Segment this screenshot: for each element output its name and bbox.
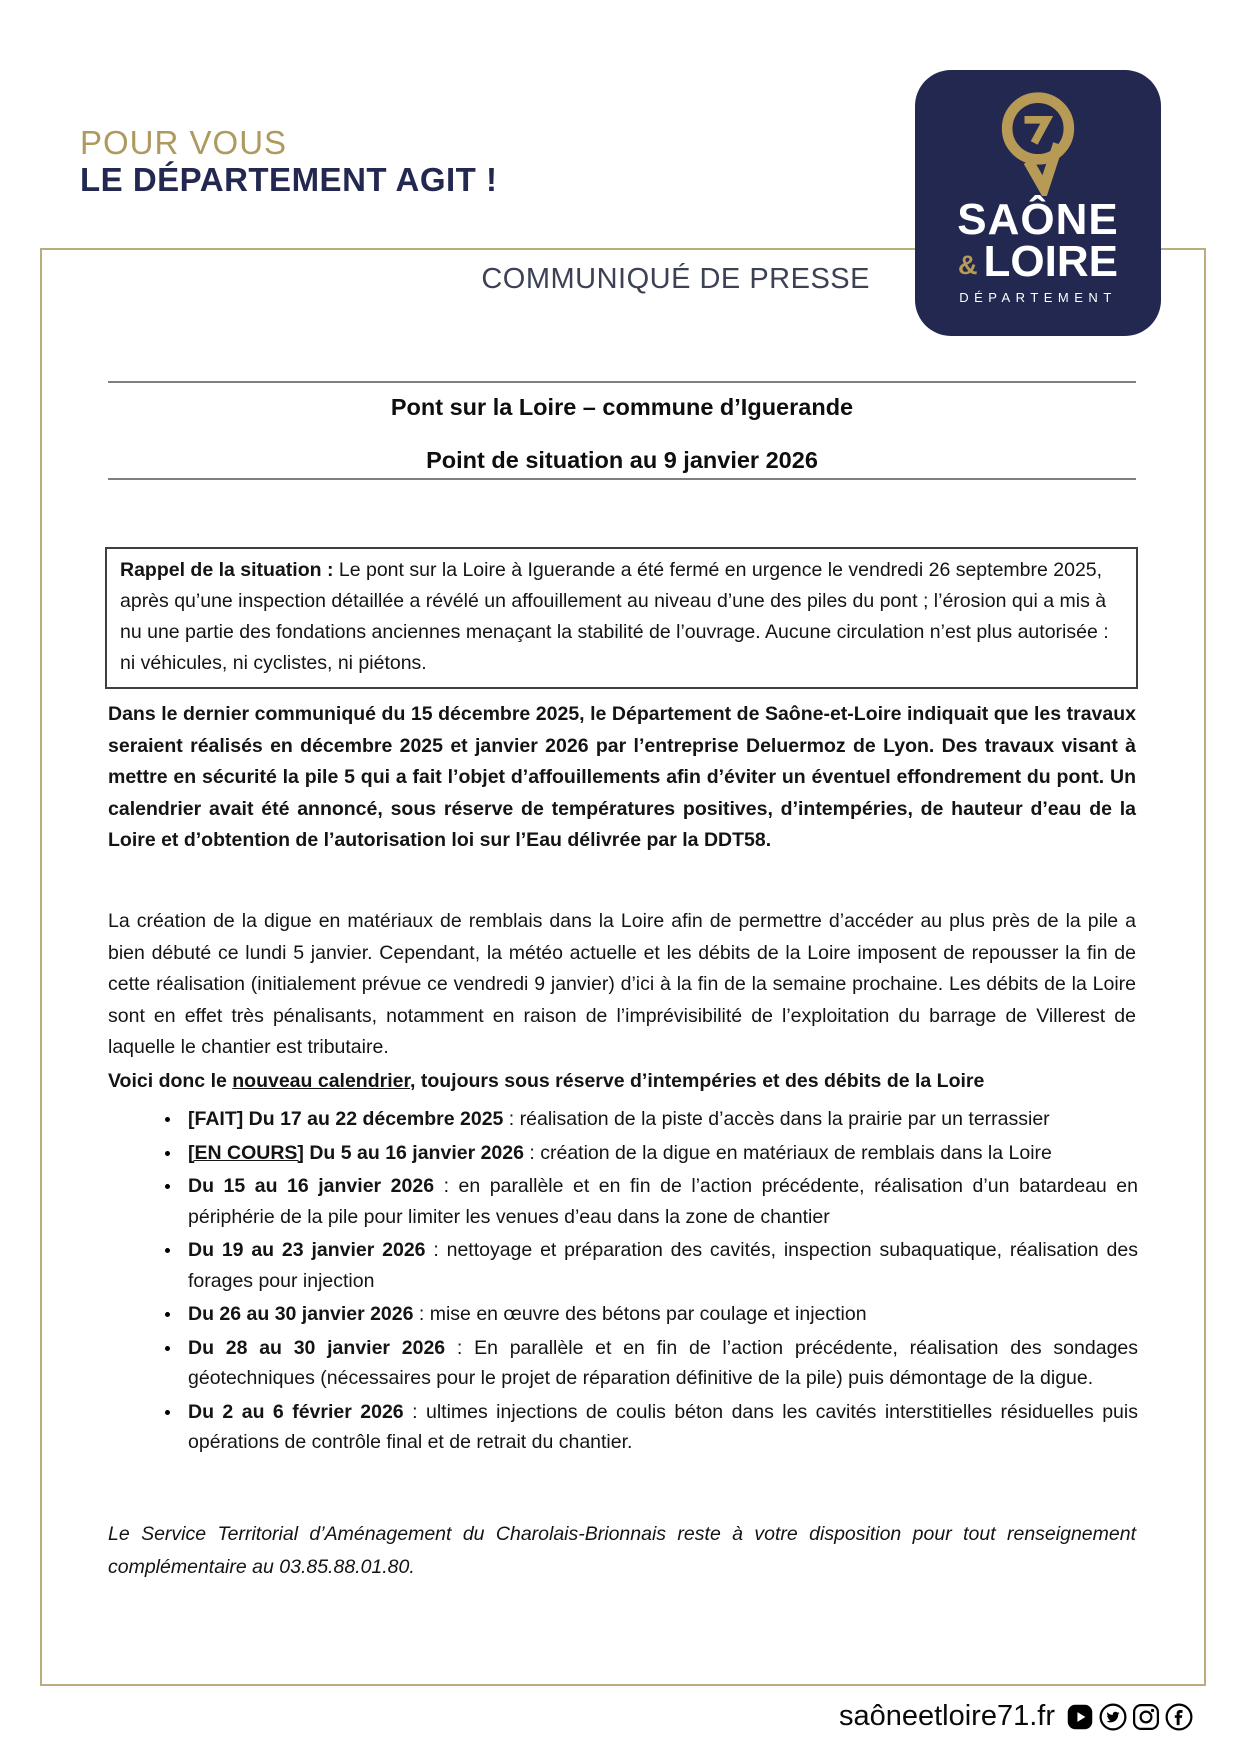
logo-subtitle: DÉPARTEMENT <box>959 290 1117 305</box>
calendar-item <box>182 1333 1138 1394</box>
situation-recap-box <box>105 547 1138 689</box>
calendar-item-text: création de la digue en matériaux de remblais dans la Loire <box>540 1141 1052 1164</box>
calendar-item-separator: : <box>413 1303 430 1325</box>
calendar-item-date: Du 2 au 6 février 2026 <box>188 1400 404 1423</box>
calendar-intro-underlined: nouveau calendrier <box>232 1070 410 1092</box>
calendar-item-date: Du 5 au 16 janvier 2026 <box>303 1141 524 1164</box>
calendar-intro-prefix: Voici donc le <box>108 1070 233 1092</box>
map-pin-71-icon <box>988 88 1088 196</box>
footer <box>839 1700 1193 1733</box>
calendar-item-status: [FAIT] <box>188 1108 244 1130</box>
calendar-item-date: Du 17 au 22 décembre 2025 <box>243 1108 504 1130</box>
calendar-list <box>108 1104 1138 1461</box>
calendar-item-text: en parallèle et en fin de l’action précédente, réalisation d’un batardeau en périphérie de la pile pour limiter les venues d’eau dans la zone de chantier <box>188 1175 1138 1228</box>
calendar-item-date: Du 19 au 23 janvier 2026 <box>188 1239 426 1261</box>
calendar-item-text: nettoyage et préparation des cavités, inspection subaquatique, réalisation des forages pour injection <box>188 1239 1138 1292</box>
department-logo <box>915 70 1161 336</box>
calendar-item-separator: : <box>403 1400 426 1423</box>
calendar-item <box>182 1138 1138 1169</box>
logo-name-line1: SAÔNE <box>957 195 1119 244</box>
calendar-item-text: ultimes injections de coulis béton dans les cavités interstitielles résiduelles puis opérations de contrôle final et de retrait du chantier. <box>188 1400 1138 1453</box>
youtube-icon[interactable] <box>1066 1703 1094 1731</box>
calendar-item-date: Du 15 au 16 janvier 2026 <box>188 1175 435 1197</box>
calendar-intro-suffix: , toujours sous réserve d’intempéries et des débits de la Loire <box>410 1070 985 1092</box>
twitter-icon[interactable] <box>1099 1703 1127 1731</box>
logo-loire: LOIRE <box>983 237 1118 286</box>
calendar-item-date: Du 26 au 30 janvier 2026 <box>188 1303 414 1325</box>
header-tagline-2: LE DÉPARTEMENT AGIT ! <box>80 161 498 198</box>
header <box>80 124 498 198</box>
calendar-item <box>182 1397 1138 1458</box>
logo-name-line2 <box>958 237 1118 286</box>
instagram-icon[interactable] <box>1132 1703 1160 1731</box>
progress-paragraph: La création de la digue en matériaux de remblais dans la Loire afin de permettre d’accéder au plus près de la pile a bien débuté ce lundi 5 janvier. Cependant, la météo actuelle et les débits de la Loire imposent de repousser la fin de cette réalisation (initialement prévue ce vendredi 9 janvier) d’ici à la fin de la semaine prochaine. Les débits de la Loire sont en effet très pénalisants, notamment en raison de l’imprévisibilité de l’exploitation du barrage de Villerest de laquelle le chantier est tributaire. <box>108 910 1136 1058</box>
document-title: Pont sur la Loire – commune d’Iguerande <box>390 394 854 420</box>
divider-top <box>108 381 1136 383</box>
update-paragraph: Dans le dernier communiqué du 15 décembre 2025, le Département de Saône-et-Loire indiquait que les travaux seraient réalisés en décembre 2025 et janvier 2026 par l’entreprise Deluermoz de Lyon. Des travaux visant à mettre en sécurité la pile 5 qui a fait l’objet d’affouillements afin d’éviter un éventuel effondrement du pont. Un calendrier avait été annoncé, sous réserve de températures positives, d’intempéries, de hauteur d’eau de la Loire et d’obtention de l’autorisation loi sur l’Eau délivrée par la DDT58. <box>108 703 1136 851</box>
calendar-item-date: Du 28 au 30 janvier 2026 <box>188 1336 446 1359</box>
website-link[interactable]: saôneetloire71.fr <box>838 1700 1055 1732</box>
header-tagline-1: POUR VOUS <box>80 124 288 161</box>
calendar-item-text: mise en œuvre des bétons par coulage et injection <box>429 1303 867 1325</box>
calendar-item-status: [EN COURS] <box>188 1141 304 1164</box>
calendar-item-separator: : <box>503 1108 520 1130</box>
contact-note: Le Service Territorial d’Aménagement du Charolais-Brionnais reste à votre disposition pour tout renseignement complémentaire au 03.85.88.01.80. <box>108 1523 1136 1578</box>
calendar-item-separator: : <box>523 1141 541 1164</box>
divider-bottom <box>108 478 1136 480</box>
logo-ampersand: & <box>958 250 978 280</box>
press-release-label: COMMUNIQUÉ DE PRESSE <box>481 263 870 295</box>
facebook-icon[interactable] <box>1165 1703 1193 1731</box>
calendar-item <box>182 1171 1138 1232</box>
calendar-item-text: En parallèle et en fin de l’action précédente, réalisation des sondages géotechniques (nécessaires pour le projet de réparation définitive de la pile) puis démontage de la digue. <box>188 1336 1139 1389</box>
calendar-item-separator: : <box>445 1336 475 1359</box>
recap-label: Rappel de la situation : <box>120 559 334 581</box>
calendar-item <box>182 1299 1138 1330</box>
calendar-item-separator: : <box>434 1175 459 1197</box>
calendar-item <box>182 1104 1138 1135</box>
calendar-item <box>182 1235 1138 1296</box>
calendar-item-text: réalisation de la piste d’accès dans la prairie par un terrassier <box>519 1108 1050 1130</box>
calendar-intro <box>108 1066 1136 1098</box>
document-subtitle: Point de situation au 9 janvier 2026 <box>426 447 818 473</box>
recap-text: Le pont sur la Loire à Iguerande a été fermé en urgence le vendredi 26 septembre 2025, après qu’une inspection détaillée a révélé un affouillement au niveau d’une des piles du pont ; l’érosion qui a mis à nu une partie des fondations anciennes menaçant la stabilité de l’ouvrage. Aucune circulation n’est plus autorisée : ni véhicules, ni cyclistes, ni piétons. <box>120 559 1109 674</box>
calendar-item-separator: : <box>425 1239 447 1261</box>
